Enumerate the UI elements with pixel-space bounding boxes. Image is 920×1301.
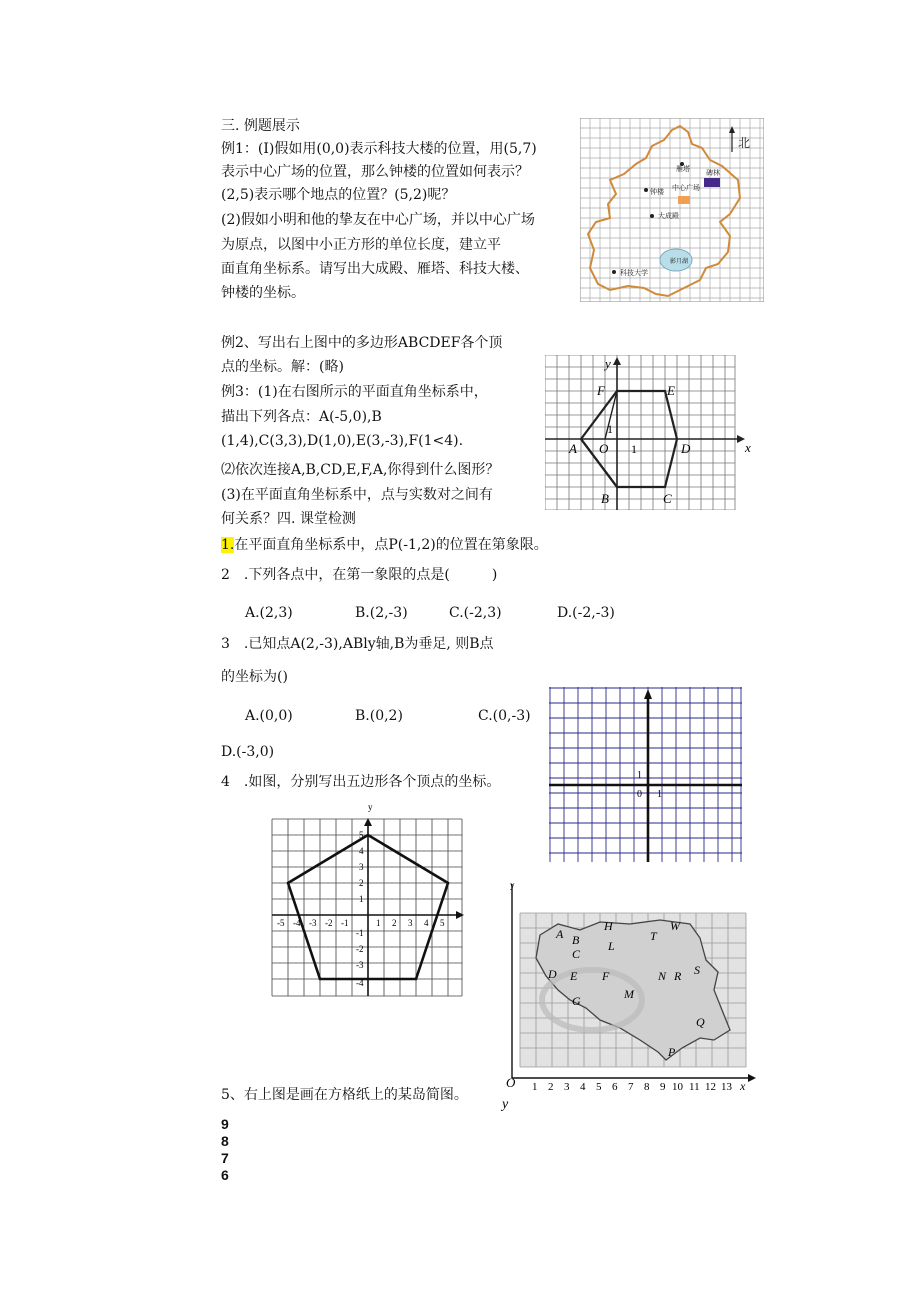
example3-line1: 例3：(1)在右图所示的平面直角坐标系中，: [221, 384, 488, 400]
q1-number: 1.: [221, 537, 235, 553]
tail-number: 8: [221, 1133, 229, 1149]
island-x-label: x: [740, 1079, 746, 1093]
example1-line4: (2)假如小明和他的挚友在中心广场，并以中心广场: [221, 212, 535, 228]
blank-grid-figure: [549, 687, 742, 862]
hex-label-one-x: 1: [631, 442, 637, 456]
dachengdian-dot: [650, 214, 654, 218]
example3-line4: ⑵依次连接A,B,CD,E,F,A,你得到什么图形？: [221, 462, 500, 478]
map-tech-label: 科技大学: [620, 269, 648, 277]
blank-one-x: 1: [657, 789, 662, 800]
q3-option-b[interactable]: B.(0,2): [355, 708, 403, 724]
city-map-svg: [580, 118, 764, 302]
station-marker: [704, 178, 720, 187]
island-svg: [500, 880, 760, 1112]
island-x-tick: 8: [644, 1081, 650, 1093]
pent-x-tick: 4: [424, 918, 429, 928]
q3-option-d[interactable]: D.(-3,0): [221, 744, 275, 760]
tail-number: 9: [221, 1116, 229, 1132]
example1-line7: 钟楼的坐标。: [221, 285, 305, 301]
hex-y-arrow-icon: [613, 357, 621, 365]
blank-y-arrow-icon: [644, 689, 652, 699]
island-x-tick: 13: [721, 1081, 732, 1093]
pent-label-y: y: [368, 802, 373, 812]
pent-y-tick: 3: [359, 862, 364, 872]
island-label-Q: Q: [696, 1015, 705, 1029]
island-x-tick: 6: [612, 1081, 618, 1093]
pent-x-tick: -1: [341, 918, 349, 928]
island-x-tick: 7: [628, 1081, 634, 1093]
hex-label-x: x: [745, 440, 751, 455]
hex-label-y: y: [605, 356, 611, 371]
blank-one-y: 1: [637, 770, 642, 781]
q3-text: 3 .已知点A(2,-3),ABly轴,B为垂足, 则B点: [221, 636, 494, 652]
island-figure: [500, 880, 760, 1112]
q3-option-c[interactable]: C.(0,-3): [478, 708, 531, 724]
map-station-label: 碑林: [706, 169, 720, 177]
map-yanta-label: 雁塔: [676, 165, 690, 173]
example3-line6: 何关系？四. 课堂检测: [221, 511, 356, 527]
hexagon-svg: [545, 355, 760, 510]
example3-line5: (3)在平面直角坐标系中，点与实数对之间有: [221, 487, 493, 503]
island-label-M: M: [624, 987, 634, 1001]
example1-line2: 表示中心广场的位置，那么钟楼的位置如何表示？: [221, 164, 529, 180]
example1-line3: (2,5)表示哪个地点的位置？(5,2)呢？: [221, 187, 456, 203]
pent-y-tick: -3: [356, 960, 364, 970]
hex-label-one-y: 1: [607, 422, 613, 436]
island-label-L: L: [608, 939, 615, 953]
map-zhonglou-label: 钟楼: [650, 188, 664, 196]
hex-label-C: C: [663, 491, 672, 506]
blank-grid-lines: [549, 687, 742, 862]
q2-option-a[interactable]: A.(2,3): [245, 605, 293, 621]
hex-x-arrow-icon: [737, 435, 745, 443]
q4-text: 4 .如图，分别写出五边形各个顶点的坐标。: [221, 774, 501, 790]
q5-text: 5、右上图是画在方格纸上的某岛简图。: [221, 1087, 468, 1103]
island-label-S: S: [694, 963, 700, 977]
pent-y-tick: -4: [356, 978, 364, 988]
island-label-A: A: [556, 927, 564, 941]
center-square-marker: [678, 196, 690, 204]
island-label-F: F: [602, 969, 610, 983]
q3-option-a[interactable]: A.(0,0): [245, 708, 293, 724]
hexagon-figure: [545, 355, 760, 510]
zhonglou-dot: [644, 188, 648, 192]
q2-option-d[interactable]: D.(-2,-3): [557, 605, 615, 621]
island-label-H: H: [604, 919, 613, 933]
q2-text: 2 .下列各点中，在第一象限的点是( ): [221, 567, 498, 583]
tail-number: 6: [221, 1167, 229, 1183]
map-lake-label: 影月湖: [670, 259, 689, 265]
hex-label-D: D: [681, 441, 691, 456]
island-label-W: W: [670, 919, 680, 933]
hex-label-F: F: [597, 383, 605, 398]
island-label-C: C: [572, 947, 581, 961]
island-y-label: y: [502, 1097, 509, 1112]
pent-y-tick: 5: [359, 830, 364, 840]
pent-y-tick: 1: [359, 894, 364, 904]
pent-x-tick: -4: [293, 918, 301, 928]
island-label-G: G: [572, 994, 581, 1008]
blank-grid-svg: [549, 687, 742, 862]
island-x-tick: 1: [532, 1081, 538, 1093]
q2-option-b[interactable]: B.(2,-3): [355, 605, 408, 621]
island-x-tick: 2: [548, 1081, 554, 1093]
hex-label-E: E: [667, 383, 675, 398]
pentagon-svg: [270, 800, 470, 998]
q1-line: [221, 535, 548, 555]
island-label-R: R: [674, 969, 682, 983]
pent-x-tick: -2: [325, 918, 333, 928]
pent-x-tick: 2: [392, 918, 397, 928]
city-map-figure: [580, 118, 764, 302]
hex-label-O: O: [599, 441, 609, 456]
pent-y-tick: -1: [356, 928, 364, 938]
island-x-tick: 3: [564, 1081, 570, 1093]
map-dachengdian-label: 大成殿: [658, 212, 679, 220]
island-x-tick: 11: [689, 1081, 700, 1093]
q1-text: 在平面直角坐标系中，点P(-1,2)的位置在第象限。: [234, 537, 548, 553]
example2-line2: 点的坐标。解：(略): [221, 359, 344, 375]
pent-y-tick: 2: [359, 878, 364, 888]
pentagon-grid: [272, 819, 462, 996]
island-origin: O: [506, 1075, 516, 1090]
pent-x-tick: 1: [376, 918, 381, 928]
example1-line5: 为原点，以图中小正方形的单位长度，建立平: [221, 237, 501, 253]
pent-x-tick: -3: [309, 918, 317, 928]
pent-x-arrow-icon: [456, 911, 464, 919]
island-label-D: D: [548, 967, 557, 981]
example3-line2: 描出下列各点：A(-5,0),B: [221, 409, 382, 425]
example1-line1: 例1：(I)假如用(0,0)表示科技大楼的位置，用(5,7): [221, 141, 537, 157]
island-x-tick: 5: [596, 1081, 602, 1093]
island-x-tick: 12: [705, 1081, 716, 1093]
example3-line3: (1,4),C(3,3),D(1,0),E(3,-3),F(1<4).: [221, 433, 464, 449]
island-label-P: P: [668, 1045, 676, 1059]
island-label-E: E: [570, 969, 578, 983]
island-x-tick-labels: [532, 1081, 733, 1093]
island-axis-top-label: y: [510, 880, 515, 890]
section-title: 三. 例题展示: [221, 118, 300, 134]
pent-y-tick-labels: [356, 830, 364, 988]
pent-x-tick: 3: [408, 918, 413, 928]
pent-y-tick: -2: [356, 944, 364, 954]
island-x-arrow-icon: [748, 1074, 756, 1082]
pent-x-tick: 5: [440, 918, 445, 928]
hex-label-A: A: [569, 441, 577, 456]
blank-zero: 0: [637, 789, 642, 800]
map-north-label: 北: [738, 136, 751, 150]
pent-y-tick: 4: [359, 846, 364, 856]
q3-text2: 的坐标为(): [221, 669, 288, 685]
island-label-T: T: [650, 929, 657, 943]
map-center-label: 中心广场: [672, 184, 700, 192]
pentagon-figure: [270, 800, 470, 998]
tech-dot: [612, 270, 616, 274]
island-label-B: B: [572, 933, 580, 947]
tail-number: 7: [221, 1150, 229, 1166]
island-x-tick: 9: [660, 1081, 666, 1093]
island-x-tick: 4: [580, 1081, 586, 1093]
island-x-tick: 10: [672, 1081, 683, 1093]
q2-option-c[interactable]: C.(-2,3): [449, 605, 502, 621]
pent-x-tick: -5: [277, 918, 285, 928]
hex-label-B: B: [601, 491, 609, 506]
example1-line6: 面直角坐标系。请写出大成殿、雁塔、科技大楼、: [221, 261, 529, 277]
island-label-N: N: [658, 969, 667, 983]
example2-line1: 例2、写出右上图中的多边形ABCDEF各个顶: [221, 335, 503, 351]
